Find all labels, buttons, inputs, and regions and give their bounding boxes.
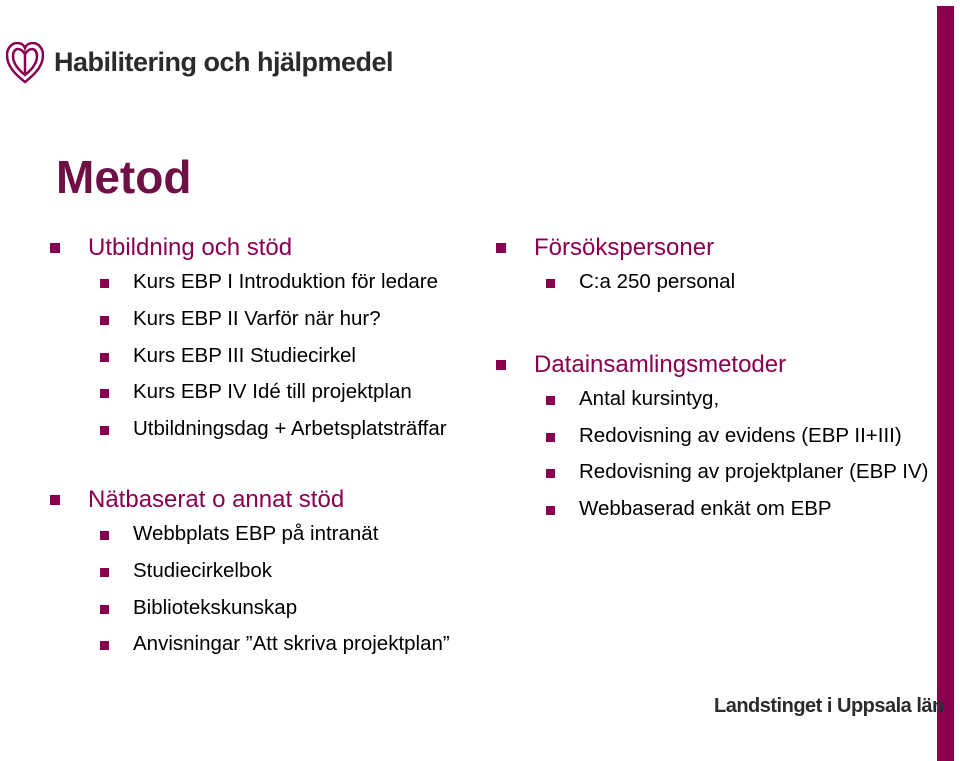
bullet-icon xyxy=(546,396,555,405)
list-item-text: Bibliotekskunskap xyxy=(133,595,298,619)
list-item xyxy=(50,520,490,557)
bullet-icon xyxy=(100,605,109,614)
section-natbaserat xyxy=(50,482,490,667)
bullet-icon xyxy=(50,495,60,505)
footer-org-name: Landstinget i Uppsala län xyxy=(714,695,944,717)
list-item-text: Kurs EBP III Studiecirkel xyxy=(133,343,356,367)
section-utbildning xyxy=(50,230,490,452)
bullet-icon xyxy=(100,568,109,577)
bullet-icon xyxy=(100,316,109,325)
section-heading: Försökspersoner xyxy=(534,234,715,261)
bullet-icon xyxy=(100,389,109,398)
list-item xyxy=(50,268,490,305)
section-datainsamlingsmetoder xyxy=(496,347,936,532)
list-item-text: Webbplats EBP på intranät xyxy=(133,521,379,545)
section-heading-row xyxy=(50,230,490,268)
section-heading-row xyxy=(496,347,936,385)
section-spacer xyxy=(50,452,490,482)
section-heading-row xyxy=(496,230,936,268)
section-heading: Datainsamlingsmetoder xyxy=(534,350,787,378)
org-name: Habilitering och hjälpmedel xyxy=(54,47,394,77)
section-forsokspersoner xyxy=(496,230,936,305)
bullet-icon xyxy=(546,279,555,288)
heart-logo-icon xyxy=(6,42,44,84)
section-spacer xyxy=(496,305,936,347)
slide-title: Metod xyxy=(56,151,192,203)
list-item-text: Kurs EBP I Introduktion för ledare xyxy=(133,270,439,293)
list-item-text: Studiecirkelbok xyxy=(133,558,273,582)
bullet-icon xyxy=(546,506,555,515)
decorative-side-bar xyxy=(937,6,954,761)
bullet-icon xyxy=(100,641,109,650)
list-item-text: Redovisning av evidens (EBP II+III) xyxy=(579,423,902,447)
list-item-text: Webbaserad enkät om EBP xyxy=(579,497,832,521)
list-item xyxy=(50,594,490,631)
bullet-icon xyxy=(100,426,109,435)
list-item xyxy=(50,557,490,594)
list-item xyxy=(496,268,936,305)
list-item-text: Anvisningar ”Att skriva projektplan” xyxy=(133,632,450,656)
list-item-text: Kurs EBP II Varför när hur? xyxy=(133,306,381,330)
list-item xyxy=(50,342,490,379)
list-item-text: Kurs EBP IV Idé till projektplan xyxy=(133,380,412,404)
right-column xyxy=(496,230,936,532)
section-heading: Nätbaserat o annat stöd xyxy=(88,485,345,513)
section-heading-row xyxy=(50,482,490,520)
bullet-icon xyxy=(100,353,109,362)
list-item xyxy=(496,495,936,532)
list-item xyxy=(496,458,936,495)
left-column xyxy=(50,230,490,667)
bullet-icon xyxy=(100,531,109,540)
bullet-icon xyxy=(496,243,506,253)
list-item-text: C:a 250 personal xyxy=(579,270,736,293)
list-item xyxy=(50,378,490,415)
list-item-text: Utbildningsdag + Arbetsplatsträffar xyxy=(133,417,447,441)
bullet-icon xyxy=(496,360,506,370)
list-item xyxy=(50,305,490,342)
list-item xyxy=(50,630,490,667)
list-item-text: Antal kursintyg, xyxy=(579,386,720,410)
bullet-icon xyxy=(100,279,109,288)
list-item-text: Redovisning av projektplaner (EBP IV) xyxy=(579,460,929,484)
bullet-icon xyxy=(50,243,60,253)
bullet-icon xyxy=(546,433,555,442)
list-item xyxy=(50,415,490,452)
list-item xyxy=(496,422,936,459)
bullet-icon xyxy=(546,469,555,478)
section-heading: Utbildning och stöd xyxy=(88,234,293,261)
list-item xyxy=(496,385,936,422)
